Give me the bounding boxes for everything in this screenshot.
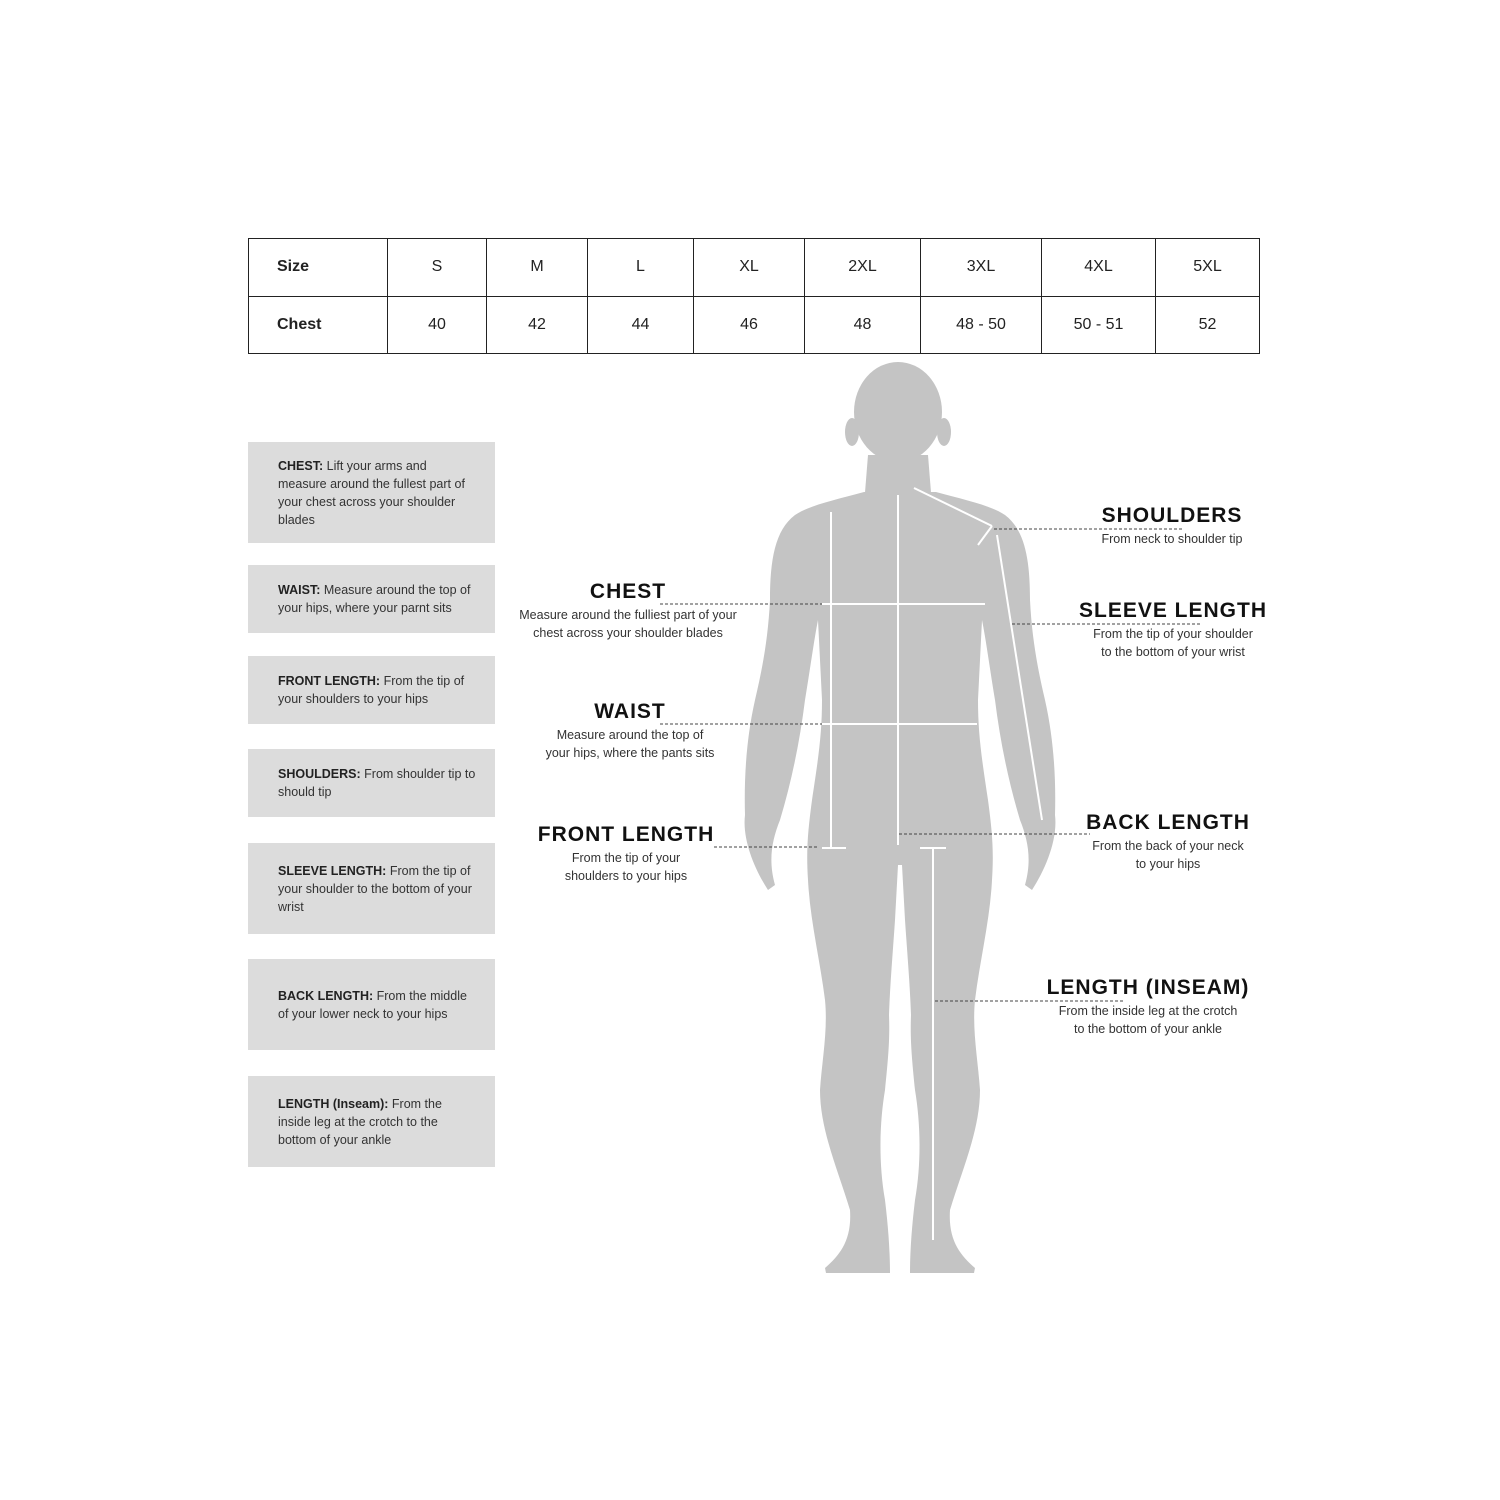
instruction-text: Lift your arms and measure around the fullest part of your chest across your shoulder blades bbox=[278, 458, 465, 527]
front-length-callout-desc: From the tip of your shoulders to your hips bbox=[564, 851, 688, 883]
shoulders-callout-desc: From neck to shoulder tip bbox=[1101, 532, 1243, 546]
size-cell: L bbox=[588, 239, 694, 297]
chest-cell: 50 - 51 bbox=[1042, 296, 1156, 354]
body-silhouette bbox=[745, 362, 1056, 1273]
front-length-callout bbox=[526, 823, 726, 885]
front-length-callout-title: FRONT LENGTH bbox=[537, 823, 715, 846]
chest-cell: 52 bbox=[1156, 296, 1260, 354]
instruction-text: From the middle of your lower neck to your hips bbox=[278, 988, 467, 1021]
waist-callout bbox=[520, 700, 740, 762]
chest-cell: 48 bbox=[805, 296, 921, 354]
chest-cell: 48 - 50 bbox=[921, 296, 1042, 354]
size-header: Size bbox=[249, 239, 388, 297]
instruction-label: WAIST: bbox=[278, 583, 321, 597]
sleeve-length-callout-title: SLEEVE LENGTH bbox=[1078, 599, 1268, 622]
waist-callout-title: WAIST bbox=[594, 700, 666, 723]
chest-header: Chest bbox=[249, 296, 388, 354]
sleeve-length-callout bbox=[1073, 599, 1273, 661]
instruction-label: CHEST: bbox=[278, 458, 324, 473]
chest-cell: 44 bbox=[588, 296, 694, 354]
sleeve-length-callout-desc: From the tip of your shoulder to the bottom of your wrist bbox=[1093, 627, 1253, 659]
size-cell: 3XL bbox=[921, 239, 1042, 297]
instruction-label: FRONT LENGTH: bbox=[278, 674, 381, 688]
instruction-text: Measure around the top of your hips, where your parnt sits bbox=[278, 583, 471, 615]
chest-callout-title: CHEST bbox=[589, 580, 667, 603]
back-length-callout-desc: From the back of your neck to your hips bbox=[1092, 839, 1244, 871]
waist-callout-desc: Measure around the top of your hips, where the pants sits bbox=[545, 728, 715, 760]
inseam-callout-title: LENGTH (INSEAM) bbox=[1046, 976, 1250, 999]
size-cell: 5XL bbox=[1156, 239, 1260, 297]
size-cell: S bbox=[388, 239, 487, 297]
instruction-text: From shoulder tip to should tip bbox=[278, 767, 476, 799]
chest-cell: 42 bbox=[487, 296, 588, 354]
shoulders-callout bbox=[1082, 504, 1262, 548]
size-cell: 4XL bbox=[1042, 239, 1156, 297]
size-cell: XL bbox=[694, 239, 805, 297]
inseam-callout-desc: From the inside leg at the crotch to the bottom of your ankle bbox=[1058, 1004, 1238, 1036]
shoulders-callout-title: SHOULDERS bbox=[1101, 504, 1243, 527]
size-cell: M bbox=[487, 239, 588, 297]
instruction-label: LENGTH (Inseam): bbox=[278, 1096, 389, 1111]
chest-cell: 46 bbox=[694, 296, 805, 354]
size-cell: 2XL bbox=[805, 239, 921, 297]
back-length-callout-title: BACK LENGTH bbox=[1086, 811, 1250, 834]
inseam-callout bbox=[1038, 976, 1258, 1038]
instruction-label: SHOULDERS: bbox=[278, 767, 361, 781]
instruction-label: SLEEVE LENGTH: bbox=[278, 863, 387, 878]
chest-cell: 40 bbox=[388, 296, 487, 354]
instruction-text: From the tip of your shoulder to the bottom of your wrist bbox=[278, 863, 472, 914]
instruction-text: From the tip of your shoulders to your hips bbox=[278, 674, 465, 706]
instruction-text: From the inside leg at the crotch to the bottom of your ankle bbox=[278, 1096, 442, 1147]
chest-callout-desc: Measure around the fulliest part of your chest across your shoulder blades bbox=[519, 608, 737, 640]
chest-callout bbox=[508, 580, 748, 642]
instruction-label: BACK LENGTH: bbox=[278, 988, 374, 1003]
back-length-callout bbox=[1073, 811, 1263, 873]
